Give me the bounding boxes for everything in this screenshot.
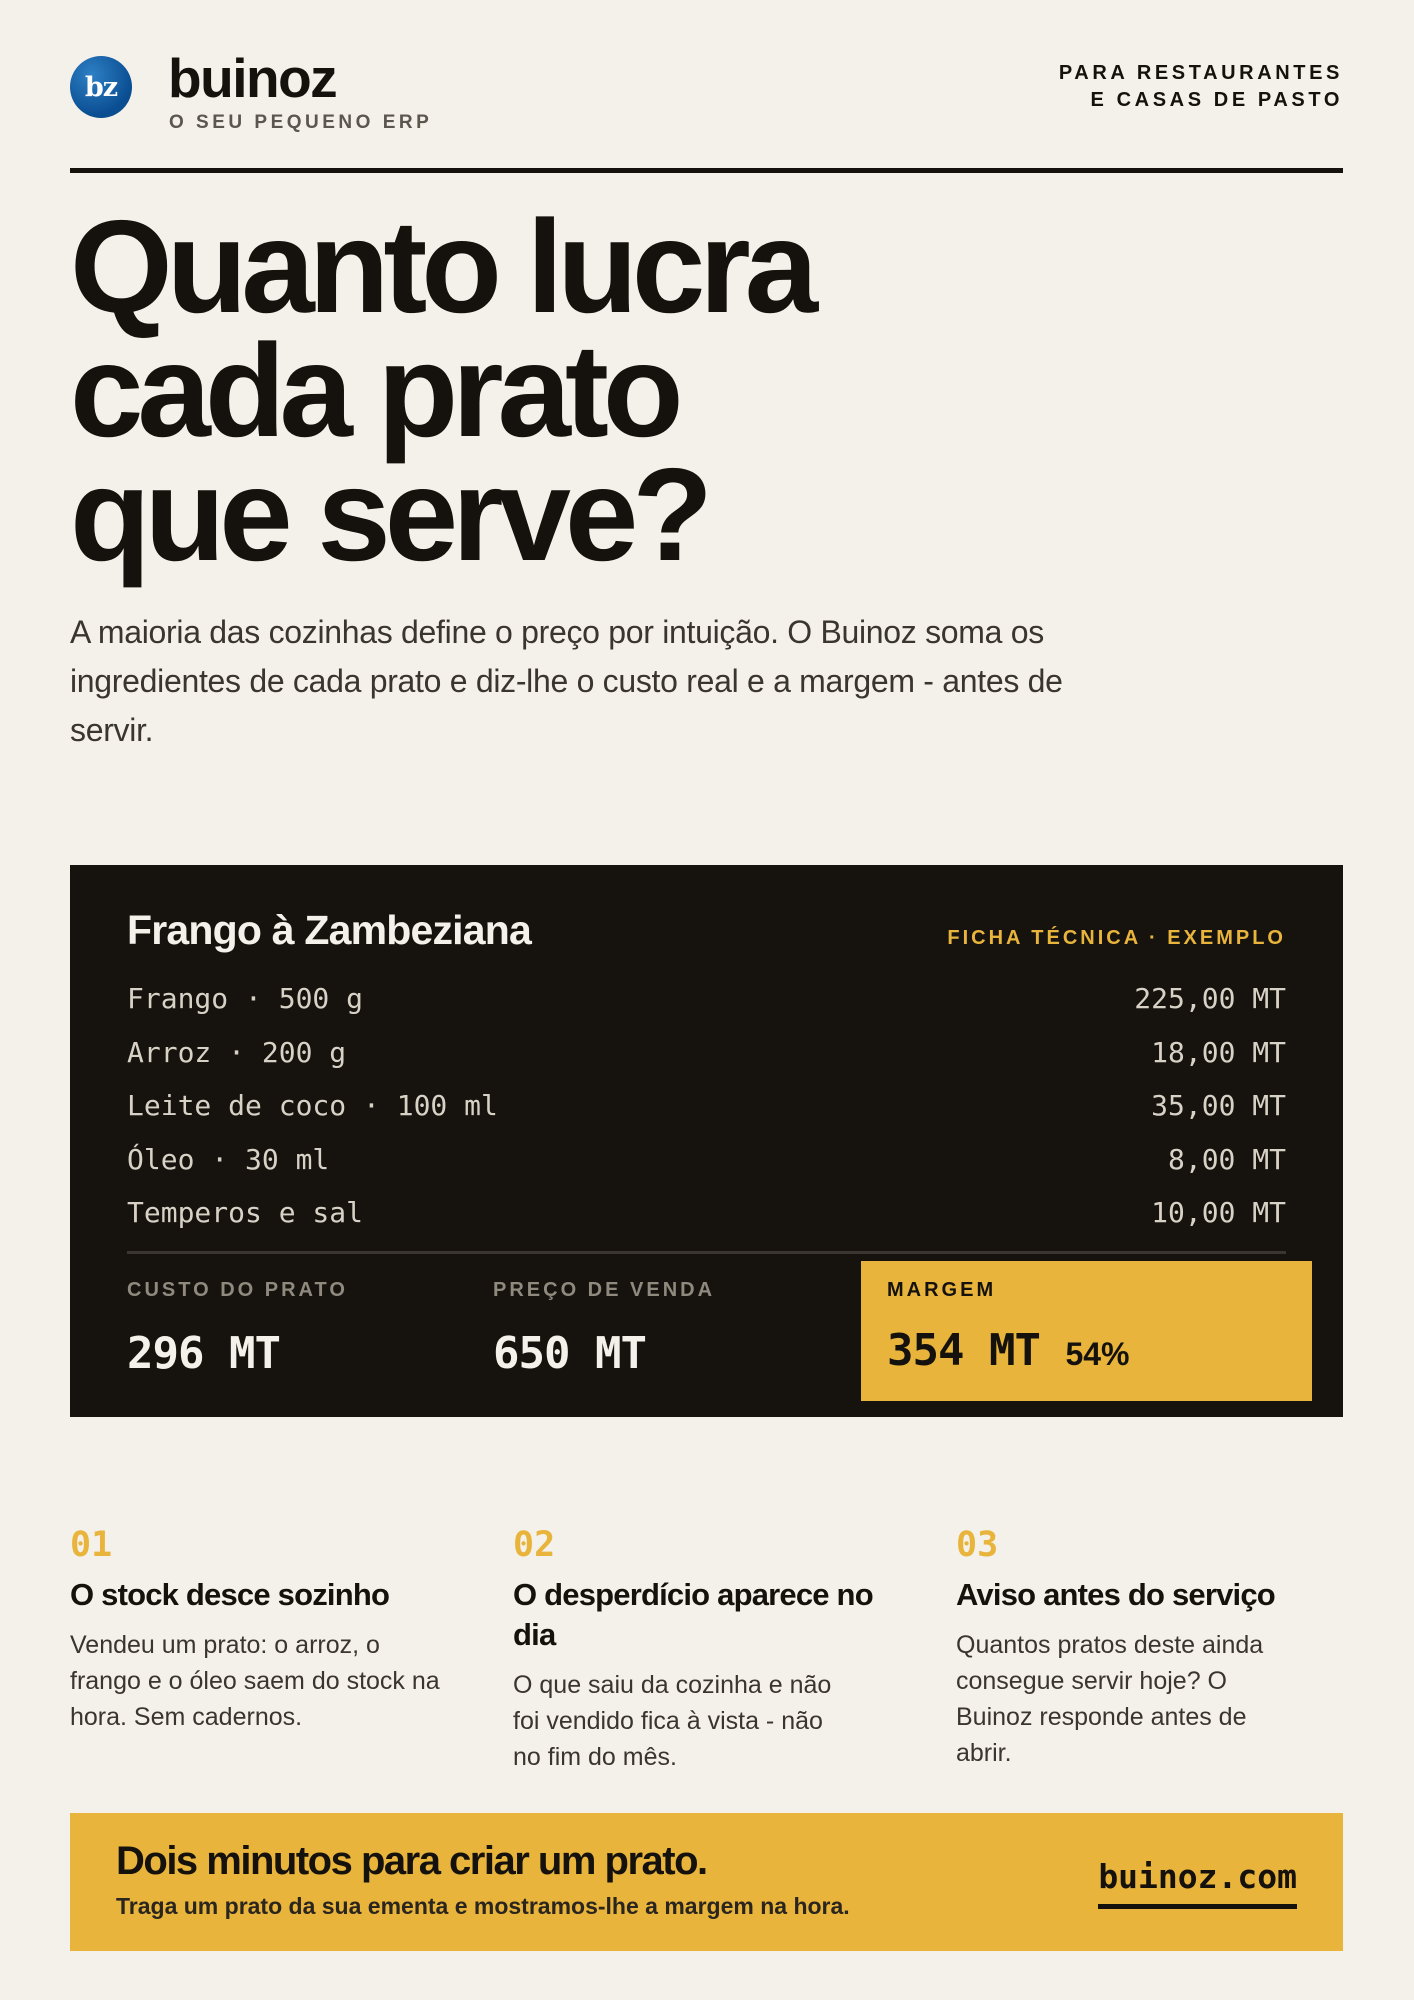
feature-3 xyxy=(956,1525,1356,1771)
headline-line-1: Quanto lucra xyxy=(70,193,813,340)
card-divider xyxy=(127,1251,1286,1254)
feature-2 xyxy=(513,1525,913,1775)
ingredient-name: Leite de coco · 100 ml xyxy=(127,1089,498,1123)
audience-label xyxy=(1059,60,1343,114)
header-divider xyxy=(70,168,1343,173)
price-stat xyxy=(493,1279,715,1379)
ingredient-cost: 10,00 MT xyxy=(1151,1196,1286,1230)
ingredient-cost: 18,00 MT xyxy=(1151,1035,1286,1069)
ingredient-row xyxy=(127,1026,1286,1080)
feature-title: Aviso antes do serviço xyxy=(956,1577,1275,1612)
ingredient-name: Óleo · 30 ml xyxy=(127,1142,330,1176)
feature-number: 02 xyxy=(513,1525,556,1565)
ingredient-list xyxy=(127,972,1286,1240)
ingredient-cost: 8,00 MT xyxy=(1167,1142,1286,1176)
price-label: PREÇO DE VENDA xyxy=(493,1279,716,1301)
recipe-card xyxy=(70,865,1343,1417)
cta-subtitle: Traga um prato da sua ementa e mostramos-lhe a margem na hora. xyxy=(116,1893,850,1919)
feature-text: O que saiu da cozinha e não foi vendido fica à vista - não no fim do mês. xyxy=(513,1671,832,1771)
price-value: 650 MT xyxy=(493,1328,646,1379)
cost-stat xyxy=(127,1279,348,1379)
margin-stat xyxy=(861,1261,1312,1401)
feature-title: O desperdício aparece no dia xyxy=(513,1577,873,1652)
headline-line-3: que serve? xyxy=(70,441,707,588)
margin-percent: 54% xyxy=(1065,1336,1130,1372)
audience-line-2: E CASAS DE PASTO xyxy=(1090,89,1343,111)
feature-title: O stock desce sozinho xyxy=(70,1577,390,1612)
margin-value-line xyxy=(887,1325,1130,1376)
feature-number: 01 xyxy=(70,1525,113,1565)
brand-name: buinoz xyxy=(168,47,337,109)
website-link[interactable]: buinoz.com xyxy=(1098,1857,1297,1909)
ingredient-row xyxy=(127,1133,1286,1187)
feature-1 xyxy=(70,1525,470,1735)
cta-title: Dois minutos para criar um prato. xyxy=(116,1839,707,1883)
recipe-tag: FICHA TÉCNICA · EXEMPLO xyxy=(947,927,1286,949)
ingredient-name: Arroz · 200 g xyxy=(127,1035,347,1069)
ingredient-cost: 35,00 MT xyxy=(1151,1089,1286,1123)
audience-line-1: PARA RESTAURANTES xyxy=(1058,62,1343,84)
intro-paragraph: A maioria das cozinhas define o preço por intuição. O Buinoz soma os ingredientes de cada prato e diz-lhe o custo real e a margem - antes de servir. xyxy=(70,614,1063,748)
headline xyxy=(70,193,1270,588)
feature-text: Quantos pratos deste ainda consegue servir hoje? O Buinoz responde antes de abrir. xyxy=(956,1631,1264,1767)
headline-line-2: cada prato xyxy=(70,317,678,464)
cta-banner xyxy=(70,1813,1343,1951)
feature-text: Vendeu um prato: o arroz, o frango e o óleo saem do stock na hora. Sem cadernos. xyxy=(70,1631,440,1731)
recipe-title: Frango à Zambeziana xyxy=(127,907,532,953)
cost-label: CUSTO DO PRATO xyxy=(127,1279,348,1301)
brand-tagline: O SEU PEQUENO ERP xyxy=(169,112,433,133)
ingredient-name: Temperos e sal xyxy=(127,1196,364,1230)
ingredient-row xyxy=(127,1079,1286,1133)
margin-label: MARGEM xyxy=(887,1279,997,1301)
feature-number: 03 xyxy=(956,1525,999,1565)
ingredient-cost: 225,00 MT xyxy=(1134,982,1286,1016)
cost-value: 296 MT xyxy=(127,1328,280,1379)
margin-value: 354 MT xyxy=(887,1325,1040,1376)
ingredient-row xyxy=(127,1186,1286,1240)
header xyxy=(70,47,1343,170)
ingredient-row xyxy=(127,972,1286,1026)
ingredient-name: Frango · 500 g xyxy=(127,982,364,1016)
logo-badge: bz xyxy=(70,56,132,118)
